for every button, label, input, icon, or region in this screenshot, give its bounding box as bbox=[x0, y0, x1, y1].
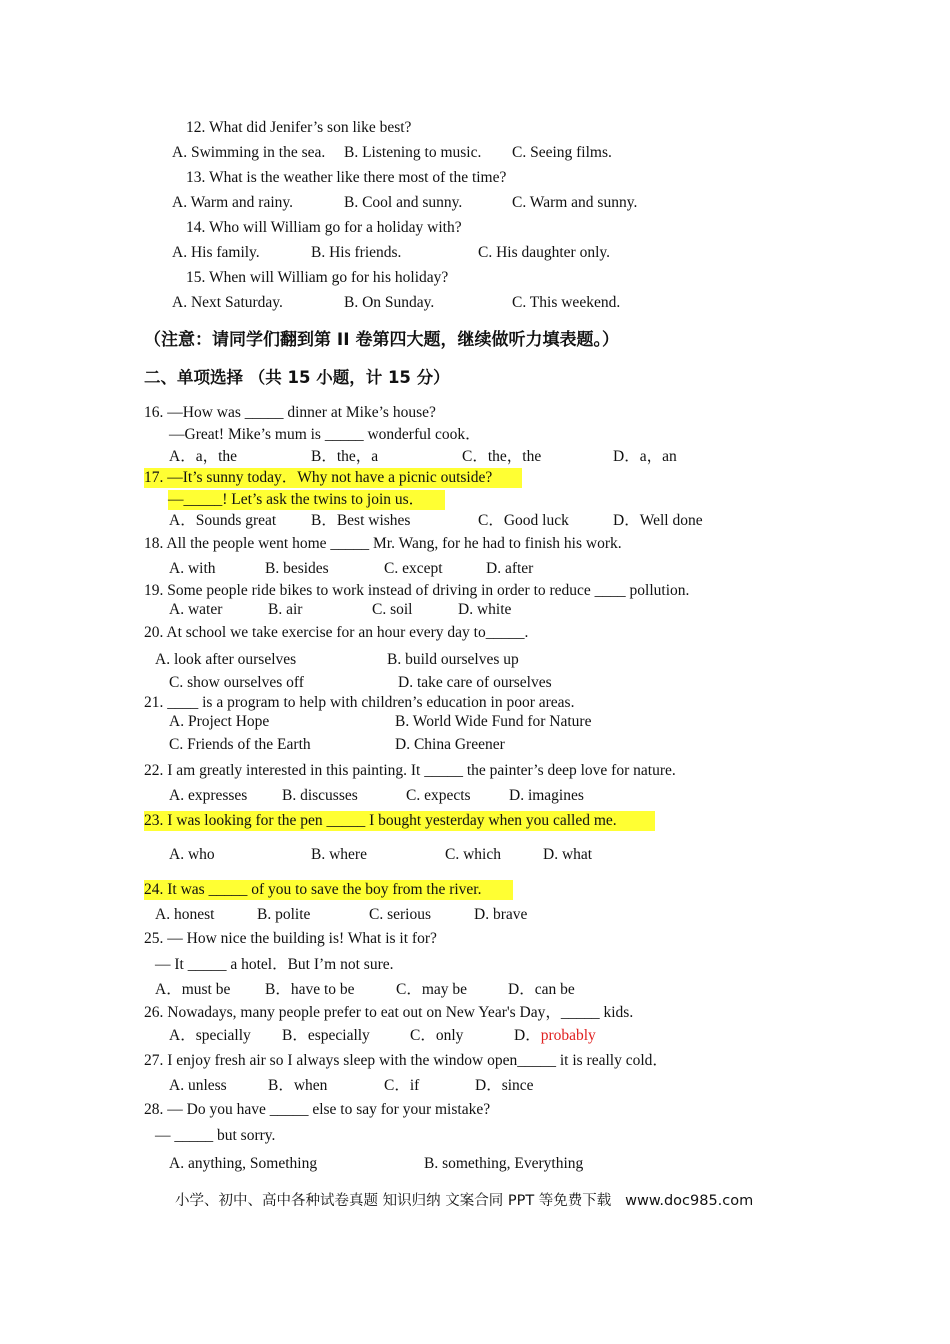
q15-option-a: A. Next Saturday. bbox=[172, 294, 283, 311]
q27-option-b: B．when bbox=[268, 1077, 328, 1094]
q19-option-c: C. soil bbox=[372, 601, 413, 618]
q16-option-c: C．the，the bbox=[462, 448, 542, 465]
q17-option-d: D．Well done bbox=[613, 512, 703, 529]
q23-option-d: D. what bbox=[543, 846, 593, 863]
q24-option-b: B. polite bbox=[257, 906, 311, 923]
q20-option-d: D. take care of ourselves bbox=[398, 674, 552, 691]
q19-option-b: B. air bbox=[268, 601, 303, 618]
q15-option-b: B. On Sunday. bbox=[344, 294, 435, 311]
q26-option-d-prefix: D． bbox=[514, 1027, 541, 1044]
q22-option-b: B. discusses bbox=[282, 787, 358, 804]
q26-stem: 26. Nowadays, many people prefer to eat out on New Year's Day，_____ kids. bbox=[144, 1004, 634, 1021]
section-heading: 二、单项选择 （共 15 小题，计 15 分） bbox=[144, 368, 450, 387]
q20-option-b: B. build ourselves up bbox=[387, 651, 519, 668]
q24-option-c: C. serious bbox=[369, 906, 431, 923]
q21-option-b: B. World Wide Fund for Nature bbox=[395, 713, 592, 730]
q20-stem: 20. At school we take exercise for an hour every day to_____. bbox=[144, 624, 529, 641]
q15-stem: 15. When will William go for his holiday? bbox=[186, 269, 449, 286]
q27-stem: 27. I enjoy fresh air so I always sleep with the window open_____ it is really cold． bbox=[144, 1052, 668, 1069]
q13-option-b: B. Cool and sunny. bbox=[344, 194, 463, 211]
q21-option-a: A. Project Hope bbox=[169, 713, 270, 730]
q24-option-d: D. brave bbox=[474, 906, 528, 923]
q12-stem: 12. What did Jenifer’s son like best? bbox=[186, 119, 412, 136]
q20-option-a: A. look after ourselves bbox=[155, 651, 297, 668]
q14-option-b: B. His friends. bbox=[311, 244, 402, 261]
q25-option-c: C．may be bbox=[396, 981, 468, 998]
q25-stem: 25. — How nice the building is! What is it for? bbox=[144, 930, 437, 947]
q27-option-a: A. unless bbox=[169, 1077, 227, 1094]
q16-stem-line2: —Great! Mike’s mum is _____ wonderful cook． bbox=[169, 426, 481, 443]
q23-option-c: C. which bbox=[445, 846, 501, 863]
q25-stem-line2: — It _____ a hotel．But I’m not sure. bbox=[155, 956, 394, 973]
q27-option-c: C．if bbox=[384, 1077, 420, 1094]
q25-option-d: D．can be bbox=[508, 981, 575, 998]
q17-stem-line2: —_____! Let’s ask the twins to join us． bbox=[168, 490, 445, 510]
q19-option-d: D. white bbox=[458, 601, 512, 618]
q16-option-d: D．a，an bbox=[613, 448, 677, 465]
q17-option-b: B．Best wishes bbox=[311, 512, 411, 529]
q14-option-a: A. His family. bbox=[172, 244, 260, 261]
q28-option-a: A. anything, Something bbox=[169, 1155, 318, 1172]
q26-option-d-text: probably bbox=[540, 1027, 596, 1044]
q14-stem: 14. Who will William go for a holiday with? bbox=[186, 219, 462, 236]
section-note: （注意：请同学们翻到第 II 卷第四大题，继续做听力填表题。） bbox=[144, 330, 619, 350]
q18-option-b: B. besides bbox=[265, 560, 329, 577]
q13-option-a: A. Warm and rainy. bbox=[172, 194, 293, 211]
q19-option-a: A. water bbox=[169, 601, 223, 618]
q18-stem: 18. All the people went home _____ Mr. Wang, for he had to finish his work. bbox=[144, 535, 622, 552]
q26-option-a: A．specially bbox=[169, 1027, 251, 1044]
q28-stem: 28. — Do you have _____ else to say for your mistake? bbox=[144, 1101, 491, 1118]
q12-option-a: A. Swimming in the sea. bbox=[172, 144, 326, 161]
q12-option-c: C. Seeing films. bbox=[512, 144, 612, 161]
q25-option-a: A．must be bbox=[155, 981, 231, 998]
q18-option-a: A. with bbox=[169, 560, 216, 577]
q23-option-a: A. who bbox=[169, 846, 215, 863]
q22-option-a: A. expresses bbox=[169, 787, 248, 804]
q19-stem: 19. Some people ride bikes to work instead of driving in order to reduce ____ pollution. bbox=[144, 582, 690, 599]
q23-option-b: B. where bbox=[311, 846, 367, 863]
q28-option-b: B. something, Everything bbox=[424, 1155, 584, 1172]
q23-stem: 23. I was looking for the pen _____ I bought yesterday when you called me. bbox=[144, 811, 655, 831]
q25-option-b: B．have to be bbox=[265, 981, 355, 998]
q20-option-c: C. show ourselves off bbox=[169, 674, 304, 691]
q18-option-c: C. except bbox=[384, 560, 443, 577]
q22-option-d: D. imagines bbox=[509, 787, 584, 804]
q21-stem: 21. ____ is a program to help with children’s education in poor areas. bbox=[144, 694, 575, 711]
q24-option-a: A. honest bbox=[155, 906, 215, 923]
q26-option-b: B．especially bbox=[282, 1027, 370, 1044]
q26-option-c: C．only bbox=[410, 1027, 464, 1044]
q17-stem: 17. —It’s sunny today．Why not have a picnic outside? bbox=[144, 468, 522, 488]
q22-stem: 22. I am greatly interested in this painting. It _____ the painter’s deep love for nature. bbox=[144, 762, 676, 779]
q21-option-d: D. China Greener bbox=[395, 736, 505, 753]
q24-stem: 24. It was _____ of you to save the boy from the river. bbox=[144, 880, 513, 900]
q15-option-c: C. This weekend. bbox=[512, 294, 621, 311]
q27-option-d: D．since bbox=[475, 1077, 534, 1094]
q16-option-a: A．a，the bbox=[169, 448, 238, 465]
q16-option-b: B．the，a bbox=[311, 448, 379, 465]
q18-option-d: D. after bbox=[486, 560, 534, 577]
q17-option-a: A．Sounds great bbox=[169, 512, 277, 529]
q12-option-b: B. Listening to music. bbox=[344, 144, 482, 161]
q22-option-c: C. expects bbox=[406, 787, 471, 804]
q28-stem-line2: — _____ but sorry. bbox=[155, 1127, 276, 1144]
q13-stem: 13. What is the weather like there most of the time? bbox=[186, 169, 507, 186]
page-footer: 小学、初中、高中各种试卷真题 知识归纳 文案合同 PPT 等免费下载 www.doc985.com bbox=[175, 1193, 754, 1209]
q16-stem: 16. —How was _____ dinner at Mike’s house? bbox=[144, 404, 436, 421]
q14-option-c: C. His daughter only. bbox=[478, 244, 611, 261]
q17-option-c: C．Good luck bbox=[478, 512, 569, 529]
q13-option-c: C. Warm and sunny. bbox=[512, 194, 638, 211]
q26-option-d bbox=[514, 1026, 596, 1046]
q21-option-c: C. Friends of the Earth bbox=[169, 736, 311, 753]
